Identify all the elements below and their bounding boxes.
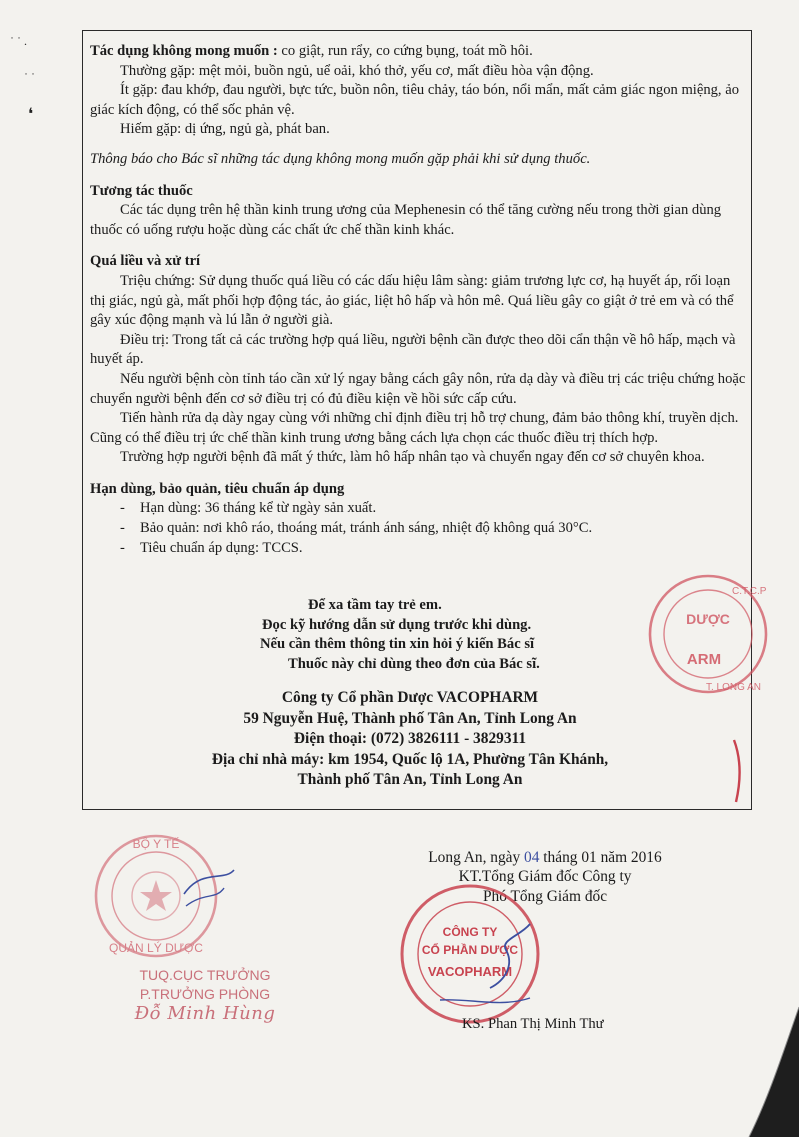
svg-text:DƯỢC: DƯỢC (686, 611, 730, 627)
overdose-symptoms: Triệu chứng: Sử dụng thuốc quá liều có các dấu hiệu lâm sàng: giảm trương lực cơ, hạ huyết áp, rối loạn thị giác, ngủ gà, mất phối hợp động tác, ảo giác, liệt hô hấp và hôn mê. Quá liều gây co giật ở trẻ em và có thể gây xúc động mạnh và lú lẫn ở người già. (90, 272, 734, 329)
margin-dot: ˙ ˙ (24, 70, 35, 84)
interactions-heading: Tương tác thuốc (90, 182, 193, 199)
authority-name: Đỗ Minh Hùng (134, 1003, 276, 1024)
svg-text:C.T.C.P: C.T.C.P (732, 586, 767, 597)
warnings-block (220, 596, 640, 674)
margin-dot: ˙ ˙ . (10, 34, 27, 48)
company-address: 59 Nguyễn Huệ, Thành phố Tân An, Tỉnh Long An (243, 709, 577, 727)
warning-prescription-only: Thuốc này chỉ dùng theo đơn của Bác sĩ. (288, 655, 540, 672)
document-body (90, 42, 746, 558)
company-factory-line2: Thành phố Tân An, Tỉnh Long An (297, 771, 523, 789)
side-effects-rare: Hiếm gặp: dị ứng, ngủ gà, phát ban. (120, 121, 330, 138)
authority-line2: P.TRƯỞNG PHÒNG (139, 986, 271, 1002)
sign-date: Long An, ngày 04 tháng 01 năm 2016 (428, 849, 662, 866)
company-signer: KS. Phan Thị Minh Thư (462, 1016, 604, 1032)
svg-text:QUẢN LÝ DƯỢC: QUẢN LÝ DƯỢC (109, 941, 203, 955)
overdose-treatment: Điều trị: Trong tất cả các trường hợp quá liều, người bệnh cần được theo dõi cẩn thận về hô hấp, mạch và huyết áp. (90, 331, 736, 368)
storage-heading: Hạn dùng, bảo quản, tiêu chuẩn áp dụng (90, 480, 345, 497)
side-effects-heading: Tác dụng không mong muốn : (90, 43, 278, 59)
side-stamp (628, 572, 767, 702)
side-effects-paragraph (90, 42, 746, 62)
sign-date-day: 04 (524, 849, 540, 866)
svg-text:CỔ PHẦN DƯỢC: CỔ PHẦN DƯỢC (421, 943, 519, 957)
warning-read-instructions: Đọc kỹ hướng dẫn sử dụng trước khi dùng. (262, 616, 532, 633)
side-effects-notice: Thông báo cho Bác sĩ những tác dụng không mong muốn gặp phải khi sử dụng thuốc. (90, 150, 591, 167)
sign-title2: Phó Tổng Giám đốc (482, 887, 608, 905)
side-effects-uncommon: Ít gặp: đau khớp, đau người, bực tức, buồn nôn, tiêu chảy, táo bón, nổi mẩn, mất cảm giác ngon miệng, ảo giác kích động, có thể sốc phản vệ. (90, 82, 739, 118)
company-stamp (390, 880, 550, 1030)
warning-ask-doctor: Nếu cần thêm thông tin xin hỏi ý kiến Bác sĩ (260, 636, 535, 653)
svg-text:T. LONG AN: T. LONG AN (706, 682, 762, 693)
overdose-conscious: Nếu người bệnh còn tỉnh táo cần xử lý ngay bằng cách gây nôn, rửa dạ dày và điều trị các triệu chứng hoặc chuyển người bệnh đến cơ sở điều trị có đủ điều kiện về hồi sức cấp cứu. (90, 370, 746, 407)
company-name: Công ty Cổ phần Dược VACOPHARM (281, 689, 539, 706)
storage-item-standard: - Tiêu chuẩn áp dụng: TCCS. (90, 539, 746, 559)
storage-item-conditions: - Bảo quản: nơi khô ráo, thoáng mát, tránh ánh sáng, nhiệt độ không quá 30°C. (90, 519, 746, 539)
storage-item-expiry: - Hạn dùng: 36 tháng kể từ ngày sản xuất. (90, 499, 746, 519)
authority-stamp (74, 826, 244, 966)
authority-signature-block (110, 966, 300, 1023)
overdose-heading: Quá liều và xử trí (90, 253, 201, 270)
side-effects-common: Thường gặp: mệt mỏi, buồn ngủ, uể oải, khó thở, yếu cơ, mất điều hòa vận động. (120, 62, 594, 79)
warning-children: Để xa tầm tay trẻ em. (308, 597, 442, 613)
overdose-lavage: Tiến hành rửa dạ dày ngay cùng với những chỉ định điều trị hỗ trợ chung, đảm bảo thông khí, truyền dịch. Cũng có thể điều trị ức chế thần kinh trung ương bằng cách lựa chọn các thuốc điều trị thích hợp. (90, 410, 739, 446)
company-block (130, 688, 690, 791)
svg-text:ARM: ARM (686, 651, 722, 668)
svg-text:BỘ Y TẾ: BỘ Y TẾ (132, 837, 180, 851)
company-factory-line1: Địa chỉ nhà máy: km 1954, Quốc lộ 1A, Phường Tân Khánh, (211, 750, 609, 768)
sign-title1: KT.Tổng Giám đốc Công ty (458, 868, 632, 886)
margin-dot: ❛ (28, 106, 34, 123)
side-effects-intro: co giật, run rẩy, co cứng bụng, toát mồ hôi. (277, 43, 533, 59)
svg-text:CÔNG TY: CÔNG TY (442, 925, 498, 939)
company-phone: Điện thoại: (072) 3826111 - 3829311 (293, 730, 527, 748)
page-corner-fold (719, 1007, 799, 1137)
overdose-unconscious: Trường hợp người bệnh đã mất ý thức, làm hô hấp nhân tạo và chuyển ngay đến cơ sở chuyên khoa. (120, 449, 705, 466)
authority-line1: TUQ.CỤC TRƯỞNG (139, 967, 271, 983)
svg-text:VACOPHARM: VACOPHARM (427, 964, 513, 979)
margin-ink-mark (728, 736, 748, 806)
storage-list (90, 499, 746, 558)
interactions-text: Các tác dụng trên hệ thần kinh trung ương của Mephenesin có thể tăng cường nếu trong thời gian dùng thuốc có uống rượu hoặc dùng các chất ức chế thần kinh khác. (90, 202, 722, 238)
